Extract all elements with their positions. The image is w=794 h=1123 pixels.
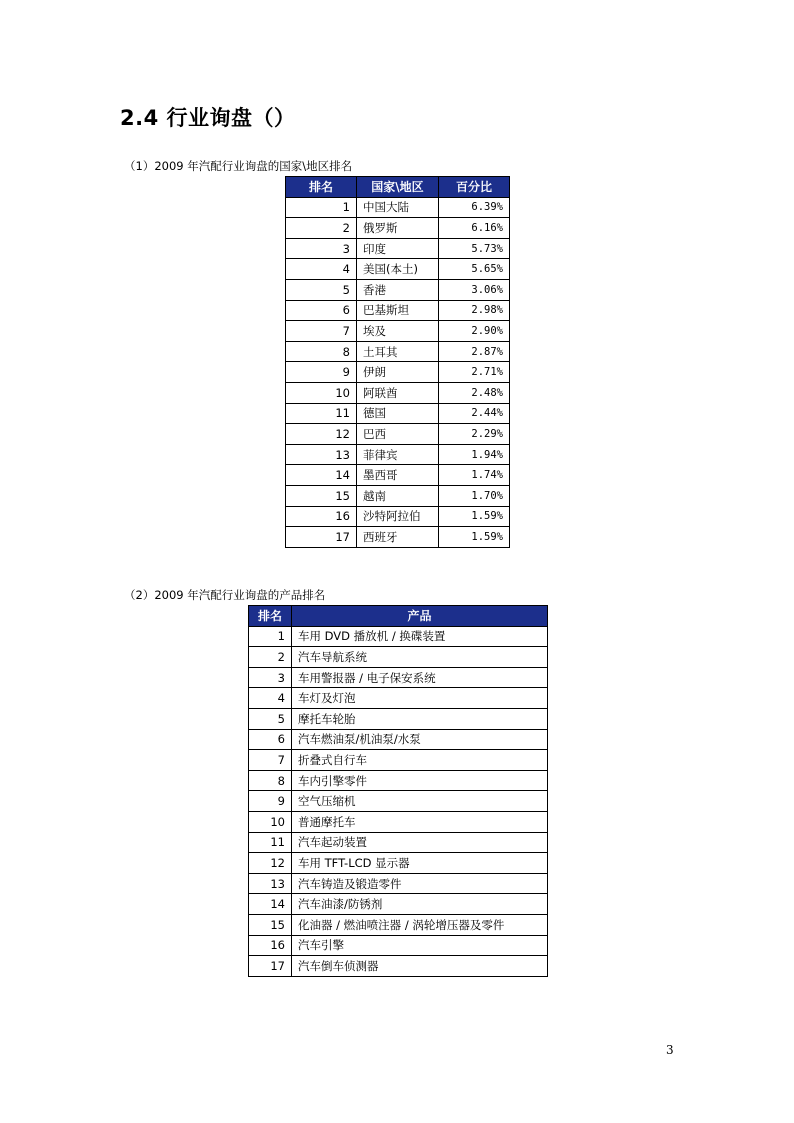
rank-cell: 4	[286, 259, 357, 280]
region-ranking-table	[285, 176, 510, 548]
percent-cell: 6.39%	[439, 197, 510, 218]
region-cell: 巴西	[357, 424, 439, 445]
rank-cell: 6	[286, 300, 357, 321]
region-cell: 巴基斯坦	[357, 300, 439, 321]
table-row	[286, 197, 510, 218]
rank-cell: 3	[249, 667, 292, 688]
percent-cell: 2.29%	[439, 424, 510, 445]
region-cell: 越南	[357, 485, 439, 506]
table-row	[249, 914, 548, 935]
table-row	[249, 770, 548, 791]
rank-cell: 15	[249, 914, 292, 935]
rank-cell: 2	[249, 647, 292, 668]
rank-cell: 10	[249, 811, 292, 832]
product-cell: 汽车铸造及锻造零件	[292, 873, 548, 894]
product-cell: 车内引擎零件	[292, 770, 548, 791]
table-header-row	[286, 177, 510, 198]
product-cell: 车用 DVD 播放机 / 换碟装置	[292, 626, 548, 647]
product-cell: 汽车导航系统	[292, 647, 548, 668]
rank-cell: 11	[286, 403, 357, 424]
product-cell: 汽车起动装置	[292, 832, 548, 853]
percent-cell: 1.59%	[439, 527, 510, 548]
table-row	[249, 811, 548, 832]
table-row	[286, 506, 510, 527]
percent-cell: 1.94%	[439, 444, 510, 465]
percent-cell: 2.87%	[439, 341, 510, 362]
rank-cell: 10	[286, 382, 357, 403]
region-cell: 土耳其	[357, 341, 439, 362]
table-row	[249, 791, 548, 812]
product-cell: 普通摩托车	[292, 811, 548, 832]
section-heading: 2.4 行业询盘（）	[120, 106, 296, 130]
rank-cell: 8	[249, 770, 292, 791]
table-row	[286, 527, 510, 548]
rank-cell: 15	[286, 485, 357, 506]
percent-cell: 5.65%	[439, 259, 510, 280]
percent-cell: 6.16%	[439, 218, 510, 239]
product-cell: 车灯及灯泡	[292, 688, 548, 709]
rank-cell: 17	[286, 527, 357, 548]
header-rank: 排名	[286, 177, 357, 198]
region-cell: 德国	[357, 403, 439, 424]
rank-cell: 4	[249, 688, 292, 709]
rank-cell: 1	[249, 626, 292, 647]
table-header-row	[249, 606, 548, 627]
rank-cell: 2	[286, 218, 357, 239]
region-cell: 俄罗斯	[357, 218, 439, 239]
region-cell: 美国(本土)	[357, 259, 439, 280]
region-cell: 印度	[357, 238, 439, 259]
page-number: 3	[666, 1043, 674, 1057]
product-cell: 汽车倒车侦测器	[292, 956, 548, 977]
rank-cell: 3	[286, 238, 357, 259]
table-row	[249, 688, 548, 709]
table-row	[249, 935, 548, 956]
product-ranking-table	[248, 605, 548, 977]
table-row	[249, 667, 548, 688]
product-cell: 摩托车轮胎	[292, 708, 548, 729]
product-cell: 汽车油漆/防锈剂	[292, 894, 548, 915]
table-row	[249, 853, 548, 874]
table2-caption: （2）2009 年汽配行业询盘的产品排名	[124, 588, 326, 602]
table-row	[286, 218, 510, 239]
product-cell: 车用 TFT-LCD 显示器	[292, 853, 548, 874]
product-cell: 汽车燃油泵/机油泵/水泵	[292, 729, 548, 750]
rank-cell: 5	[249, 708, 292, 729]
region-cell: 伊朗	[357, 362, 439, 383]
table-row	[286, 321, 510, 342]
rank-cell: 12	[249, 853, 292, 874]
region-cell: 中国大陆	[357, 197, 439, 218]
header-product: 产品	[292, 606, 548, 627]
table1-caption: （1）2009 年汽配行业询盘的国家\地区排名	[124, 159, 353, 173]
rank-cell: 14	[249, 894, 292, 915]
table-row	[249, 832, 548, 853]
table-row	[249, 626, 548, 647]
table-row	[286, 424, 510, 445]
percent-cell: 2.98%	[439, 300, 510, 321]
rank-cell: 8	[286, 341, 357, 362]
rank-cell: 7	[286, 321, 357, 342]
rank-cell: 5	[286, 279, 357, 300]
region-cell: 埃及	[357, 321, 439, 342]
table-row	[286, 279, 510, 300]
region-cell: 墨西哥	[357, 465, 439, 486]
rank-cell: 12	[286, 424, 357, 445]
percent-cell: 2.90%	[439, 321, 510, 342]
rank-cell: 13	[249, 873, 292, 894]
rank-cell: 14	[286, 465, 357, 486]
table-row	[286, 238, 510, 259]
region-cell: 菲律宾	[357, 444, 439, 465]
region-cell: 阿联酋	[357, 382, 439, 403]
rank-cell: 16	[286, 506, 357, 527]
table-row	[286, 465, 510, 486]
rank-cell: 13	[286, 444, 357, 465]
product-cell: 车用警报器 / 电子保安系统	[292, 667, 548, 688]
table-row	[286, 485, 510, 506]
table-row	[249, 647, 548, 668]
percent-cell: 1.70%	[439, 485, 510, 506]
table-row	[286, 382, 510, 403]
header-region: 国家\地区	[357, 177, 439, 198]
region-cell: 香港	[357, 279, 439, 300]
table-row	[286, 341, 510, 362]
table-row	[249, 873, 548, 894]
table-row	[249, 729, 548, 750]
product-cell: 汽车引擎	[292, 935, 548, 956]
table-row	[249, 750, 548, 771]
header-percent: 百分比	[439, 177, 510, 198]
table-row	[286, 444, 510, 465]
percent-cell: 5.73%	[439, 238, 510, 259]
percent-cell: 2.71%	[439, 362, 510, 383]
percent-cell: 1.59%	[439, 506, 510, 527]
header-rank: 排名	[249, 606, 292, 627]
percent-cell: 3.06%	[439, 279, 510, 300]
table-row	[286, 300, 510, 321]
rank-cell: 11	[249, 832, 292, 853]
region-cell: 沙特阿拉伯	[357, 506, 439, 527]
rank-cell: 9	[286, 362, 357, 383]
rank-cell: 17	[249, 956, 292, 977]
table-row	[286, 362, 510, 383]
rank-cell: 7	[249, 750, 292, 771]
table-row	[249, 894, 548, 915]
percent-cell: 2.44%	[439, 403, 510, 424]
percent-cell: 2.48%	[439, 382, 510, 403]
product-cell: 空气压缩机	[292, 791, 548, 812]
table-row	[286, 259, 510, 280]
table-row	[286, 403, 510, 424]
rank-cell: 16	[249, 935, 292, 956]
table-row	[249, 956, 548, 977]
rank-cell: 1	[286, 197, 357, 218]
rank-cell: 6	[249, 729, 292, 750]
percent-cell: 1.74%	[439, 465, 510, 486]
rank-cell: 9	[249, 791, 292, 812]
product-cell: 折叠式自行车	[292, 750, 548, 771]
region-cell: 西班牙	[357, 527, 439, 548]
table-row	[249, 708, 548, 729]
product-cell: 化油器 / 燃油喷注器 / 涡轮增压器及零件	[292, 914, 548, 935]
